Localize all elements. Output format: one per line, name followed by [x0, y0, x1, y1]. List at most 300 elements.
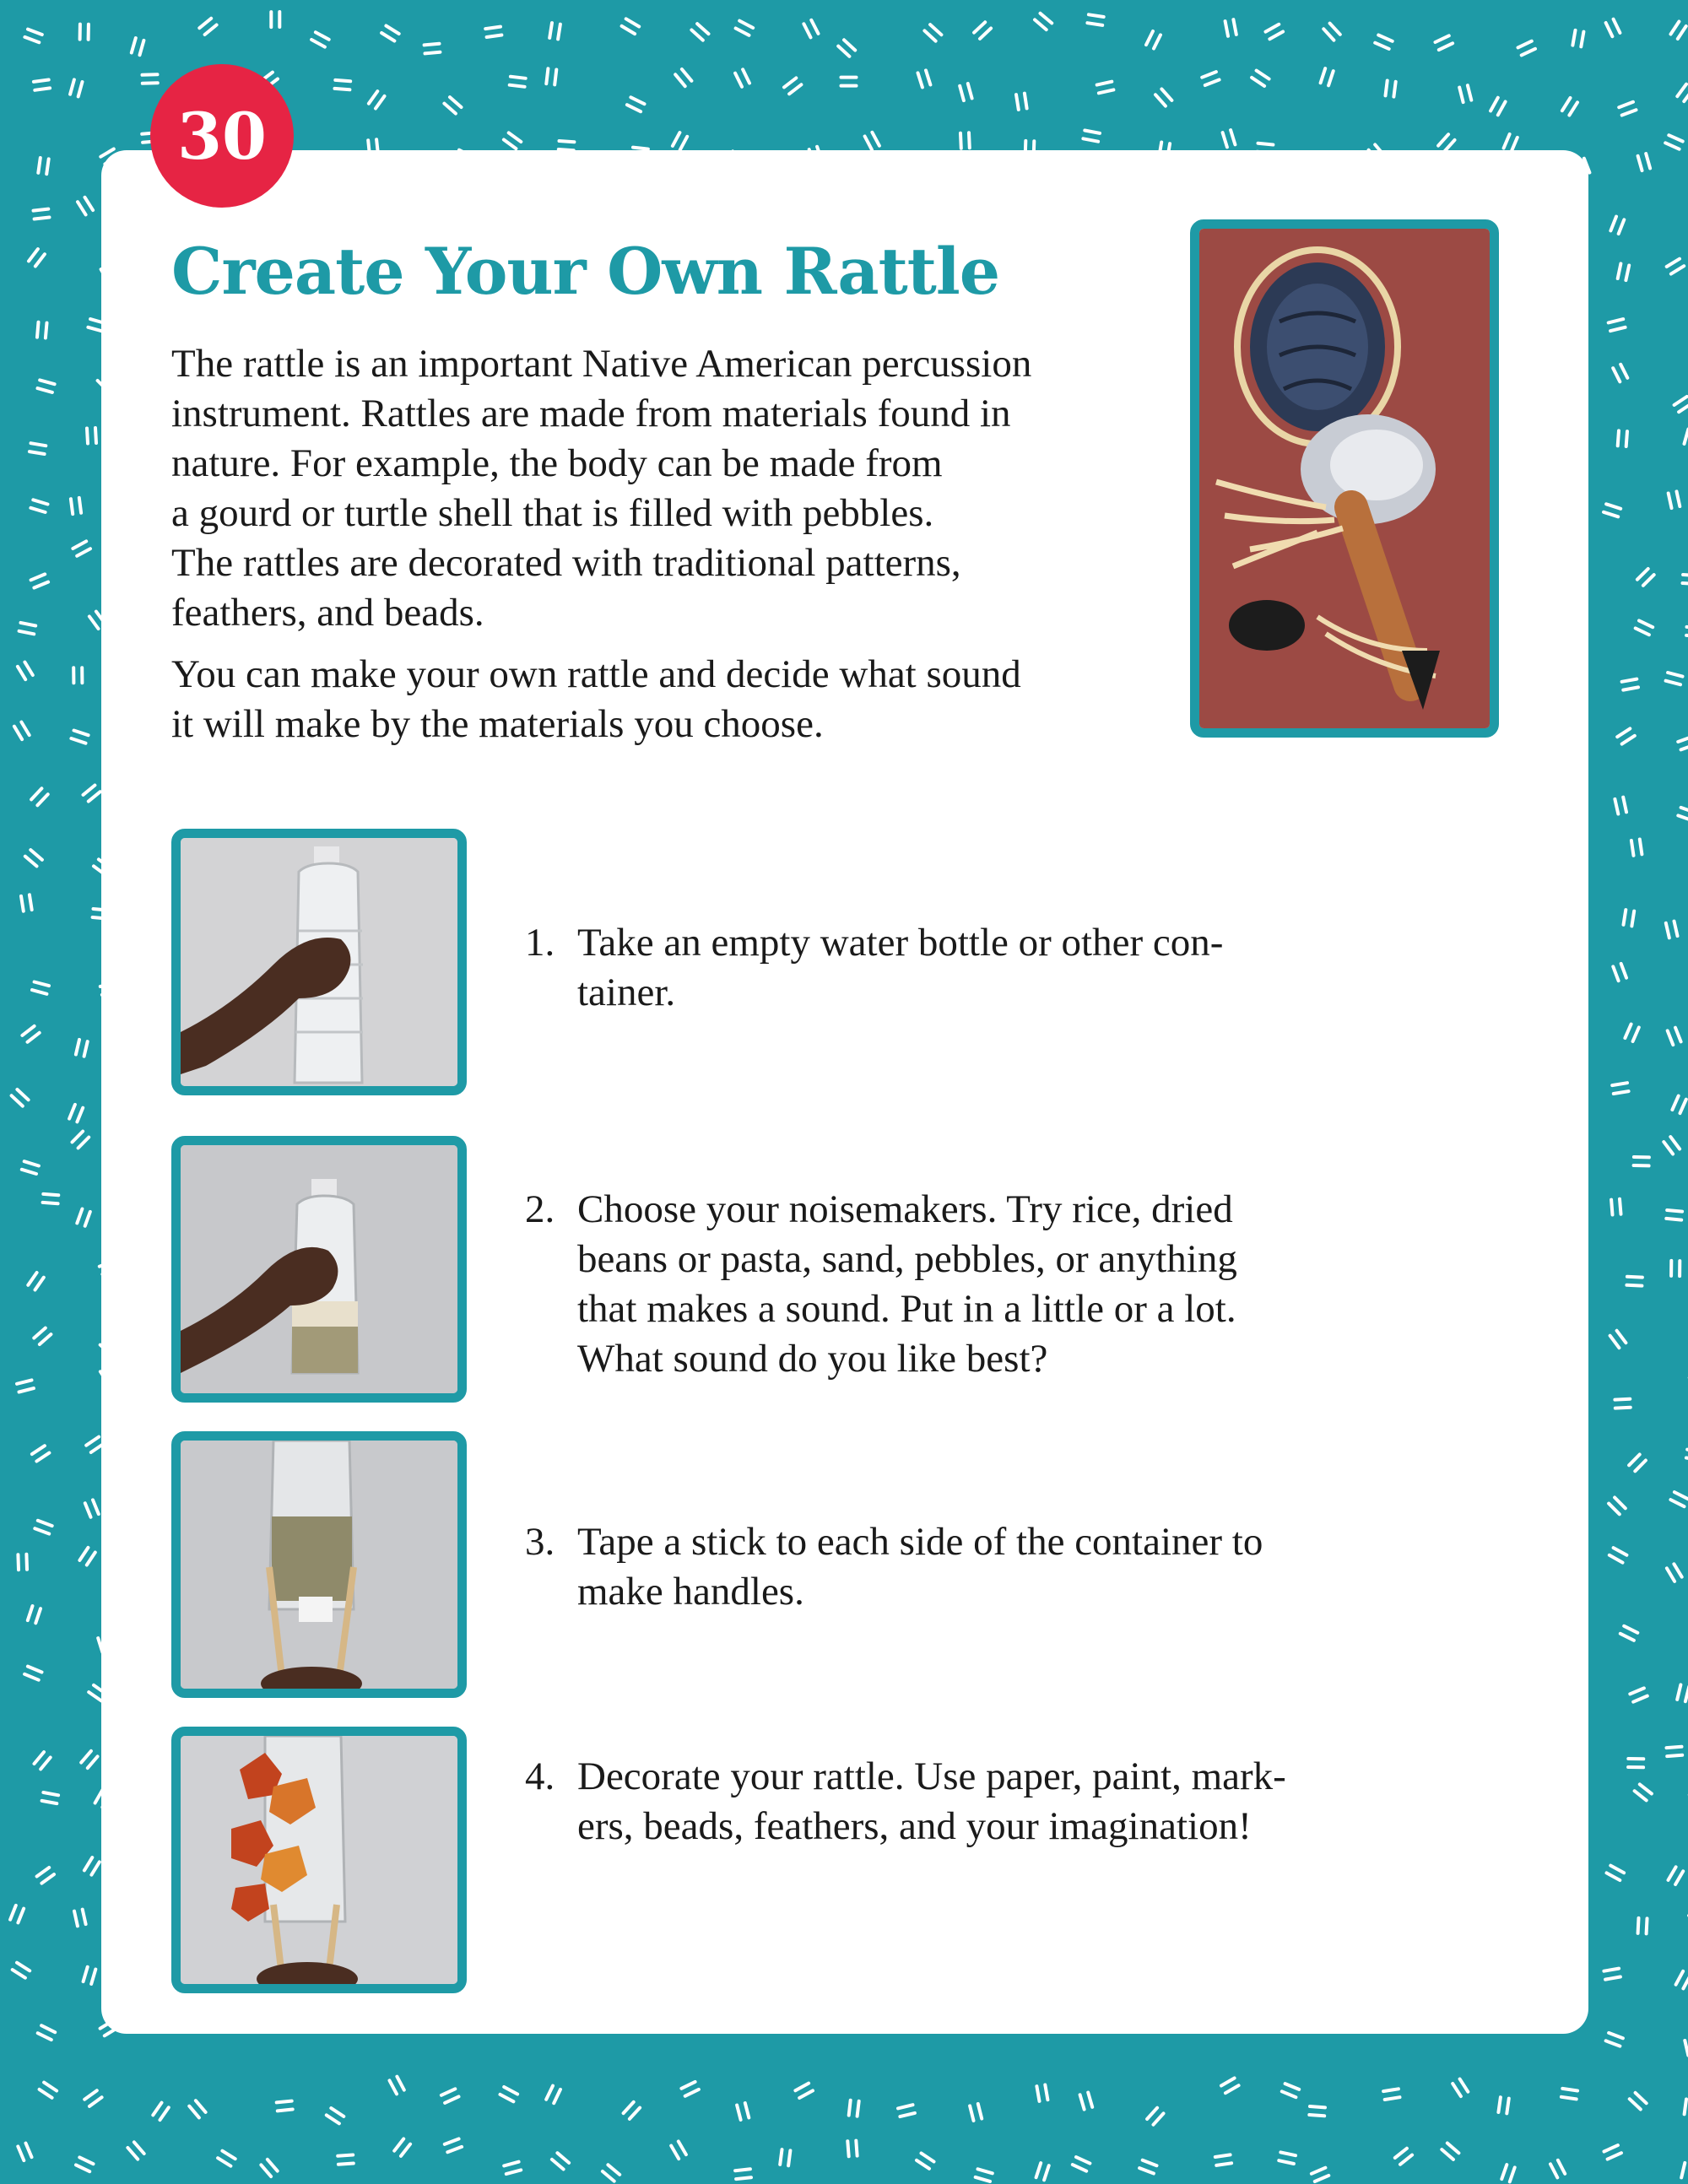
dash-mark — [17, 1380, 32, 1383]
dash-mark — [38, 158, 41, 173]
dash-mark — [1610, 1555, 1623, 1563]
dash-mark — [1400, 2155, 1412, 2165]
dash-mark — [1681, 808, 1688, 813]
dash-mark — [1623, 797, 1626, 813]
step-line: Decorate your rattle. Use paper, paint, mark- — [577, 1754, 1286, 1798]
dash-mark — [735, 73, 742, 87]
dash-mark — [132, 38, 136, 52]
dash-mark — [1097, 82, 1112, 85]
dash-mark — [1633, 1696, 1647, 1702]
dash-mark — [1666, 923, 1669, 938]
dash-mark — [1606, 2041, 1620, 2046]
dash-mark — [1269, 32, 1283, 40]
dash-mark — [626, 19, 640, 26]
dash-mark — [506, 2170, 521, 2174]
intro-line: The rattle is an important Native American percussion — [171, 342, 1032, 386]
dash-mark — [930, 24, 941, 35]
dash-mark — [552, 2160, 564, 2170]
dash-mark — [974, 22, 985, 32]
dash-mark — [1665, 143, 1679, 149]
dash-mark — [40, 380, 54, 384]
dash-mark — [76, 1040, 79, 1055]
dash-mark — [28, 1667, 42, 1673]
dash-mark — [1678, 815, 1688, 820]
dash-mark — [140, 41, 144, 55]
dash-mark — [1282, 2091, 1296, 2097]
dash-mark — [89, 1692, 101, 1700]
dash-mark — [1076, 2157, 1090, 2164]
dash-mark — [35, 1752, 45, 1764]
dash-mark — [91, 1970, 95, 1984]
dash-mark — [1550, 2164, 1557, 2177]
step-line: What sound do you like best? — [577, 1337, 1048, 1381]
dash-mark — [1225, 2085, 1239, 2093]
dash-mark — [1383, 2089, 1399, 2091]
intro-line: instrument. Rattles are made from materials found in — [171, 392, 1011, 435]
dash-mark — [1569, 102, 1577, 115]
dash-mark — [745, 2103, 749, 2117]
dash-mark — [1670, 1500, 1684, 1506]
dash-mark — [1099, 89, 1114, 93]
dash-mark — [1669, 494, 1672, 509]
step-number: 2. — [525, 1187, 555, 1231]
dash-mark — [1233, 19, 1236, 35]
dash-mark — [1309, 2115, 1324, 2116]
step-2 — [525, 1185, 1453, 1384]
dash-mark — [199, 19, 211, 28]
dash-mark — [38, 2033, 51, 2040]
intro-line: nature. For example, the body can be made from — [171, 441, 943, 485]
dash-mark — [12, 1095, 23, 1106]
dash-mark — [1143, 2160, 1157, 2166]
dash-mark — [1684, 89, 1688, 102]
step-1-photo — [171, 829, 467, 1095]
dash-mark — [1607, 1873, 1620, 1880]
dash-mark — [278, 2110, 293, 2111]
dash-mark — [445, 2096, 458, 2103]
dash-mark — [26, 1554, 27, 1570]
dash-mark — [1561, 2097, 1577, 2100]
dash-mark — [968, 84, 972, 98]
dash-mark — [34, 80, 49, 82]
dash-mark — [1572, 30, 1575, 46]
step-4-photo — [171, 1727, 467, 1993]
dash-mark — [425, 52, 441, 54]
dash-mark — [143, 74, 158, 75]
dash-mark — [81, 1751, 91, 1763]
dash-mark — [1615, 799, 1618, 814]
intro-line: a gourd or turtle shell that is filled with pebbles. — [171, 491, 934, 535]
dash-mark — [41, 1758, 51, 1770]
intro-text — [171, 339, 1184, 761]
water-bottle-illustration — [181, 838, 457, 1086]
dash-mark — [30, 508, 45, 512]
dash-mark — [1518, 41, 1532, 48]
dash-mark — [1643, 575, 1654, 586]
dash-mark — [18, 1554, 19, 1570]
bottle-with-noisemakers-illustration — [181, 1145, 457, 1393]
dash-mark — [1604, 1969, 1619, 1971]
dash-mark — [40, 2089, 52, 2098]
dash-mark — [1386, 81, 1388, 96]
dash-mark — [1221, 2079, 1235, 2086]
dash-mark — [1621, 964, 1626, 978]
dash-mark — [35, 1278, 44, 1290]
step-line: beans or pasta, sand, pebbles, or anything — [577, 1237, 1237, 1281]
dash-mark — [1609, 319, 1624, 322]
dash-mark — [338, 2155, 353, 2156]
dash-mark — [93, 1500, 99, 1514]
dash-mark — [277, 2101, 292, 2103]
dash-mark — [1667, 1568, 1674, 1581]
dash-mark — [1678, 26, 1686, 39]
dash-mark — [268, 2160, 278, 2171]
dash-mark — [1041, 14, 1052, 24]
dash-mark — [922, 2154, 934, 2162]
dash-mark — [1507, 2099, 1509, 2114]
dash-mark — [218, 2158, 230, 2166]
dash-mark — [28, 1273, 36, 1285]
rattle-hero-photo — [1190, 219, 1499, 738]
dash-mark — [1683, 1976, 1688, 1989]
dash-mark — [222, 2151, 235, 2160]
dash-mark — [1606, 23, 1613, 36]
dash-mark — [1630, 2099, 1641, 2109]
dash-mark — [21, 623, 36, 626]
step-number: 1. — [525, 921, 555, 965]
dash-mark — [46, 159, 49, 174]
dash-mark — [1637, 569, 1648, 580]
page-number-badge: 30 — [150, 64, 294, 208]
dash-mark — [205, 25, 217, 35]
dash-mark — [799, 2090, 813, 2098]
intro-paragraph-2 — [171, 650, 1184, 749]
dash-mark — [447, 2147, 462, 2152]
step-4 — [525, 1752, 1453, 1852]
dash-mark — [32, 990, 46, 994]
dash-mark — [397, 2077, 403, 2090]
step-line: Choose your noisemakers. Try rice, dried — [577, 1187, 1233, 1231]
step-3 — [525, 1517, 1453, 1617]
dash-mark — [1675, 1871, 1683, 1884]
dash-mark — [1667, 1747, 1682, 1748]
dash-mark — [95, 428, 96, 443]
dash-mark — [1085, 131, 1100, 133]
dash-mark — [1610, 327, 1626, 331]
step-text — [577, 1185, 1453, 1384]
dash-mark — [24, 662, 32, 675]
dash-mark — [1668, 1030, 1674, 1045]
dash-mark — [1667, 259, 1680, 267]
dash-mark — [1646, 154, 1650, 168]
dash-mark — [1510, 2167, 1515, 2181]
dash-mark — [788, 2150, 790, 2165]
dash-mark — [41, 1874, 54, 1884]
step-line: make handles. — [577, 1570, 804, 1614]
dash-mark — [1498, 2097, 1501, 2112]
dash-mark — [1438, 134, 1448, 145]
dash-mark — [1154, 2113, 1164, 2124]
dash-mark — [10, 1906, 16, 1920]
dash-mark — [37, 794, 47, 805]
dash-mark — [91, 1862, 99, 1874]
dash-mark — [736, 29, 749, 35]
dash-mark — [1605, 1977, 1620, 1980]
dash-mark — [847, 2141, 848, 2156]
dash-mark — [1671, 266, 1684, 273]
dash-mark — [1266, 24, 1280, 32]
dash-mark — [1675, 1028, 1681, 1042]
dash-mark — [441, 2089, 455, 2095]
dash-mark — [780, 2149, 782, 2165]
dash-mark — [335, 80, 350, 81]
dash-mark — [1672, 1096, 1678, 1111]
dash-mark — [24, 37, 39, 42]
dash-mark — [1225, 21, 1228, 36]
dash-mark — [1558, 2160, 1565, 2174]
dash-mark — [487, 35, 502, 38]
dash-mark — [1375, 43, 1389, 49]
dash-mark — [1610, 1336, 1620, 1349]
dash-mark — [77, 1108, 83, 1122]
dash-mark — [87, 429, 88, 444]
dash-mark — [46, 323, 47, 338]
dash-mark — [1617, 728, 1630, 737]
dash-mark — [1604, 2145, 1618, 2151]
dash-mark — [1147, 2108, 1157, 2119]
dash-mark — [691, 30, 702, 41]
dash-mark — [73, 1132, 84, 1143]
dash-mark — [73, 541, 86, 549]
dash-mark — [1667, 1755, 1682, 1756]
dash-mark — [1611, 1200, 1612, 1215]
dash-mark — [1453, 2084, 1461, 2096]
dash-mark — [1614, 1548, 1627, 1555]
dash-mark — [38, 1521, 52, 1526]
dash-mark — [1678, 737, 1688, 742]
dash-mark — [1636, 628, 1649, 635]
dash-mark — [76, 2165, 89, 2171]
dash-mark — [19, 1388, 34, 1392]
dash-mark — [28, 1606, 33, 1620]
dash-mark — [22, 1170, 36, 1174]
dash-mark — [1146, 31, 1153, 45]
dash-mark — [784, 78, 796, 87]
dash-mark — [630, 97, 644, 104]
step-text — [577, 1752, 1453, 1852]
dash-mark — [1630, 1688, 1644, 1694]
step-line: Take an empty water bottle or other con- — [577, 921, 1224, 965]
decorated-rattle-illustration — [181, 1736, 457, 1984]
dash-mark — [30, 850, 42, 860]
dash-mark — [1202, 72, 1216, 78]
dash-mark — [21, 722, 29, 736]
dash-mark — [25, 857, 37, 867]
dash-mark — [338, 2164, 354, 2165]
dash-mark — [1635, 1461, 1646, 1472]
dash-mark — [34, 582, 48, 588]
dash-mark — [1562, 98, 1571, 111]
dash-mark — [978, 2104, 982, 2119]
dash-mark — [1231, 130, 1235, 144]
dash-mark — [19, 631, 35, 635]
dash-mark — [682, 69, 692, 81]
dash-mark — [1622, 679, 1637, 682]
dash-mark — [84, 1857, 92, 1870]
dash-mark — [1674, 1492, 1688, 1499]
dash-mark — [558, 24, 560, 40]
dash-mark — [549, 23, 552, 38]
bottle-with-stick-handles-illustration — [181, 1441, 457, 1689]
dash-mark — [838, 46, 849, 57]
dash-mark — [127, 2148, 138, 2160]
step-number: 3. — [525, 1520, 555, 1564]
dash-mark — [17, 1963, 30, 1971]
dash-mark — [1504, 134, 1510, 149]
dash-mark — [1636, 2093, 1647, 2103]
dash-mark — [1258, 143, 1274, 145]
dash-mark — [394, 2139, 403, 2151]
dash-mark — [1205, 80, 1220, 86]
dash-mark — [43, 1194, 58, 1195]
dash-mark — [1606, 504, 1620, 509]
dash-mark — [71, 738, 85, 743]
dash-mark — [37, 322, 39, 338]
dash-mark — [1615, 1399, 1630, 1400]
step-number: 4. — [525, 1754, 555, 1798]
dash-mark — [1631, 841, 1634, 856]
dash-mark — [976, 2177, 990, 2181]
dash-mark — [1683, 575, 1688, 576]
dash-mark — [970, 2106, 973, 2121]
dash-mark — [1088, 2093, 1092, 2107]
step-line: tainer. — [577, 970, 676, 1014]
dash-mark — [697, 24, 708, 34]
dash-mark — [1620, 1199, 1621, 1214]
dash-mark — [1285, 2084, 1300, 2089]
dash-mark — [1677, 84, 1686, 97]
step-1 — [525, 918, 1453, 1018]
dash-mark — [1626, 431, 1627, 446]
dash-mark — [811, 20, 818, 34]
dash-mark — [84, 2090, 97, 2100]
dash-mark — [509, 132, 522, 142]
dash-mark — [77, 549, 90, 556]
dash-mark — [504, 2087, 517, 2095]
dash-mark — [1677, 491, 1680, 506]
dash-mark — [1393, 82, 1395, 97]
dash-mark — [311, 40, 325, 47]
dash-mark — [17, 1089, 28, 1100]
dash-mark — [18, 2147, 24, 2161]
dash-mark — [1618, 430, 1619, 446]
dash-mark — [1683, 583, 1688, 584]
dash-mark — [1608, 2153, 1621, 2159]
dash-mark — [1679, 403, 1688, 412]
dash-mark — [622, 26, 636, 34]
dash-mark — [1280, 2152, 1296, 2155]
dash-mark — [900, 2113, 915, 2116]
dash-mark — [1223, 132, 1227, 147]
dash-mark — [1685, 430, 1688, 444]
step-text — [577, 1517, 1453, 1617]
dash-mark — [1460, 2079, 1469, 2092]
dash-mark — [85, 197, 94, 210]
dash-mark — [1610, 217, 1616, 231]
dash-mark — [1216, 2163, 1231, 2165]
dash-mark — [1614, 19, 1620, 33]
dash-mark — [898, 2105, 913, 2108]
dash-mark — [1609, 2033, 1623, 2038]
dash-mark — [134, 2142, 144, 2154]
dash-mark — [77, 1209, 82, 1224]
dash-mark — [43, 1792, 58, 1795]
dash-mark — [401, 2144, 410, 2156]
dash-mark — [386, 26, 398, 35]
dash-mark — [35, 982, 49, 987]
dash-mark — [444, 104, 456, 114]
dash-mark — [546, 2086, 553, 2100]
dash-mark — [1664, 1142, 1673, 1154]
dash-mark — [30, 895, 32, 910]
dash-mark — [858, 2101, 859, 2116]
intro-line: it will make by the materials you choose. — [171, 702, 824, 746]
dash-mark — [743, 69, 749, 83]
dash-mark — [89, 792, 100, 801]
dash-mark — [79, 1548, 88, 1560]
dash-mark — [35, 218, 50, 219]
dash-mark — [1252, 78, 1264, 86]
dash-mark — [1624, 910, 1626, 925]
dash-mark — [849, 2100, 851, 2116]
dash-mark — [1624, 1626, 1637, 1633]
dash-mark — [856, 2141, 857, 2156]
dash-mark — [1512, 138, 1518, 152]
dash-mark — [1633, 1028, 1639, 1042]
dash-mark — [22, 1026, 34, 1035]
dash-mark — [1614, 1091, 1629, 1094]
dash-mark — [85, 1503, 91, 1517]
dash-mark — [450, 97, 462, 107]
dash-mark — [41, 2025, 55, 2032]
dash-mark — [1612, 1083, 1627, 1085]
dash-mark — [1139, 2168, 1154, 2173]
dash-mark — [1619, 219, 1625, 234]
dash-mark — [926, 70, 930, 84]
dash-mark — [1674, 922, 1678, 937]
step-line: ers, beads, feathers, and your imagination! — [577, 1804, 1252, 1848]
dash-mark — [1491, 98, 1498, 111]
dash-mark — [1666, 1219, 1681, 1220]
dash-mark — [627, 105, 641, 111]
dash-mark — [1627, 1277, 1642, 1278]
dash-mark — [35, 88, 50, 89]
dash-mark — [1615, 1498, 1626, 1509]
step-line: Tape a stick to each side of the container to — [577, 1520, 1263, 1564]
dash-mark — [445, 2139, 459, 2144]
dash-mark — [795, 2084, 809, 2091]
dash-mark — [546, 68, 548, 84]
dash-mark — [18, 667, 25, 679]
dash-mark — [89, 617, 99, 630]
dash-mark — [1666, 681, 1680, 685]
dash-mark — [1025, 94, 1027, 109]
dash-mark — [737, 2106, 741, 2120]
dash-mark — [980, 29, 991, 39]
dash-mark — [1671, 22, 1680, 35]
dash-mark — [918, 73, 922, 87]
dash-mark — [78, 82, 83, 96]
